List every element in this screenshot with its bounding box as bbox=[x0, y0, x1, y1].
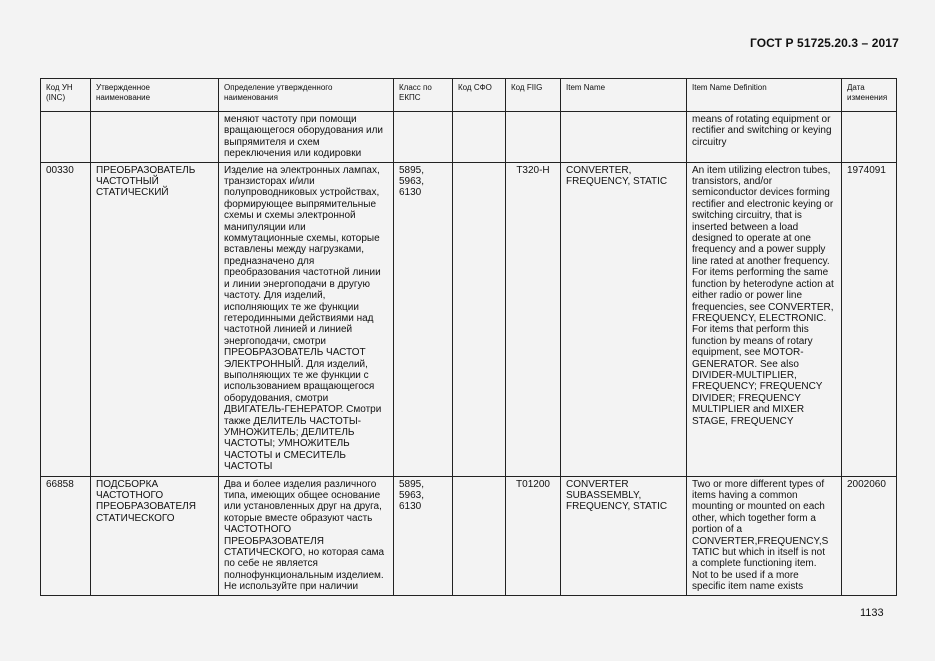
cell-sfo bbox=[453, 162, 506, 476]
header-item-definition: Item Name Definition bbox=[687, 79, 842, 112]
header-definition: Определение утвержденного наименования bbox=[219, 79, 394, 112]
header-approved-name: Утвержденное наименование bbox=[91, 79, 219, 112]
table-row bbox=[41, 162, 897, 476]
cell-item-definition: means of rotating equipment or rectifier and switching or keying circuitry bbox=[687, 112, 842, 163]
table-row bbox=[41, 112, 897, 163]
cell-date: 1974091 bbox=[842, 162, 897, 476]
cell-item-name: CONVERTER, FREQUENCY, STATIC bbox=[561, 162, 687, 476]
cell-date bbox=[842, 112, 897, 163]
cell-approved-name bbox=[91, 112, 219, 163]
table-row bbox=[41, 476, 897, 595]
header-class: Класс по ЕКПС bbox=[394, 79, 453, 112]
cell-approved-name: ПРЕОБРАЗОВАТЕЛЬ ЧАСТОТНЫЙ СТАТИЧЕСКИЙ bbox=[91, 162, 219, 476]
cell-sfo bbox=[453, 112, 506, 163]
standard-number: ГОСТ Р 51725.20.3 – 2017 bbox=[750, 36, 899, 50]
cell-fiig bbox=[506, 112, 561, 163]
header-date: Дата изменения bbox=[842, 79, 897, 112]
cell-sfo bbox=[453, 476, 506, 595]
header-inc: Код УН (INC) bbox=[41, 79, 91, 112]
item-name-table bbox=[40, 78, 897, 596]
cell-inc: 66858 bbox=[41, 476, 91, 595]
header-sfo: Код СФО bbox=[453, 79, 506, 112]
page-number: 1133 bbox=[860, 607, 884, 619]
cell-item-definition: Two or more different types of items having a common mounting or mounted on each other, which together form a portion of a CONVERTER,FREQUENCY,S TATIC but which in itself is not a complete functioning item. Not to be used if a more specific item name exists bbox=[687, 476, 842, 595]
cell-definition: Изделие на электронных лампах, транзисторах и/или полупроводниковых устройствах, формирующее выпрямительные схемы и схемы электронной манипуляции или коммутационные схемы, которые вставлены между нагрузками, предназначено для преобразования частотной линии и линии энергоподачи в другую частоту. Для изделий, исполняющих те же функции гетеродинными действиями над частотной линией и линией энергоподачи, смотри ПРЕОБРАЗОВАТЕЛЬ ЧАСТОТ ЭЛЕКТРОННЫЙ. Для изделий, выполняющих те же функции с использованием вращающегося оборудования, смотри ДВИГАТЕЛЬ-ГЕНЕРАТОР. Смотри также ДЕЛИТЕЛЬ ЧАСТОТЫ- УМНОЖИТЕЛЬ; ДЕЛИТЕЛЬ ЧАСТОТЫ; УМНОЖИТЕЛЬ ЧАСТОТЫ и СМЕСИТЕЛЬ ЧАСТОТЫ bbox=[219, 162, 394, 476]
cell-inc bbox=[41, 112, 91, 163]
cell-fiig: T01200 bbox=[506, 476, 561, 595]
cell-definition: Два и более изделия различного типа, имеющих общее основание или установленных друг на друга, которые вместе образуют часть ЧАСТОТНОГО ПРЕОБРАЗОВАТЕЛЯ СТАТИЧЕСКОГО, но которая сама по себе не является полнофункциональным изделием. Не используйте при наличии bbox=[219, 476, 394, 595]
cell-date: 2002060 bbox=[842, 476, 897, 595]
cell-fiig: T320-H bbox=[506, 162, 561, 476]
cell-inc: 00330 bbox=[41, 162, 91, 476]
cell-class: 5895, 5963, 6130 bbox=[394, 162, 453, 476]
header-item-name: Item Name bbox=[561, 79, 687, 112]
table-header-row bbox=[41, 79, 897, 112]
cell-class bbox=[394, 112, 453, 163]
cell-definition: меняют частоту при помощи вращающегося оборудования или выпрямителя и схем переключения или кодировки bbox=[219, 112, 394, 163]
cell-item-name bbox=[561, 112, 687, 163]
cell-item-name: CONVERTER SUBASSEMBLY, FREQUENCY, STATIC bbox=[561, 476, 687, 595]
cell-item-definition: An item utilizing electron tubes, transistors, and/or semiconductor devices forming rectifier and electronic keying or switching circuitry, that is inserted between a load designed to operate at one frequency and a power supply line rated at another frequency. For items performing the same function by heterodyne action at either radio or power line frequencies, see CONVERTER, FREQUENCY, ELECTRONIC. For items that perform this function by means of rotary equipment, see MOTOR- GENERATOR. See also DIVIDER-MULTIPLIER, FREQUENCY; FREQUENCY DIVIDER; FREQUENCY MULTIPLIER and MIXER STAGE, FREQUENCY bbox=[687, 162, 842, 476]
header-fiig: Код FIIG bbox=[506, 79, 561, 112]
cell-approved-name: ПОДСБОРКА ЧАСТОТНОГО ПРЕОБРАЗОВАТЕЛЯ СТАТИЧЕСКОГО bbox=[91, 476, 219, 595]
cell-class: 5895, 5963, 6130 bbox=[394, 476, 453, 595]
